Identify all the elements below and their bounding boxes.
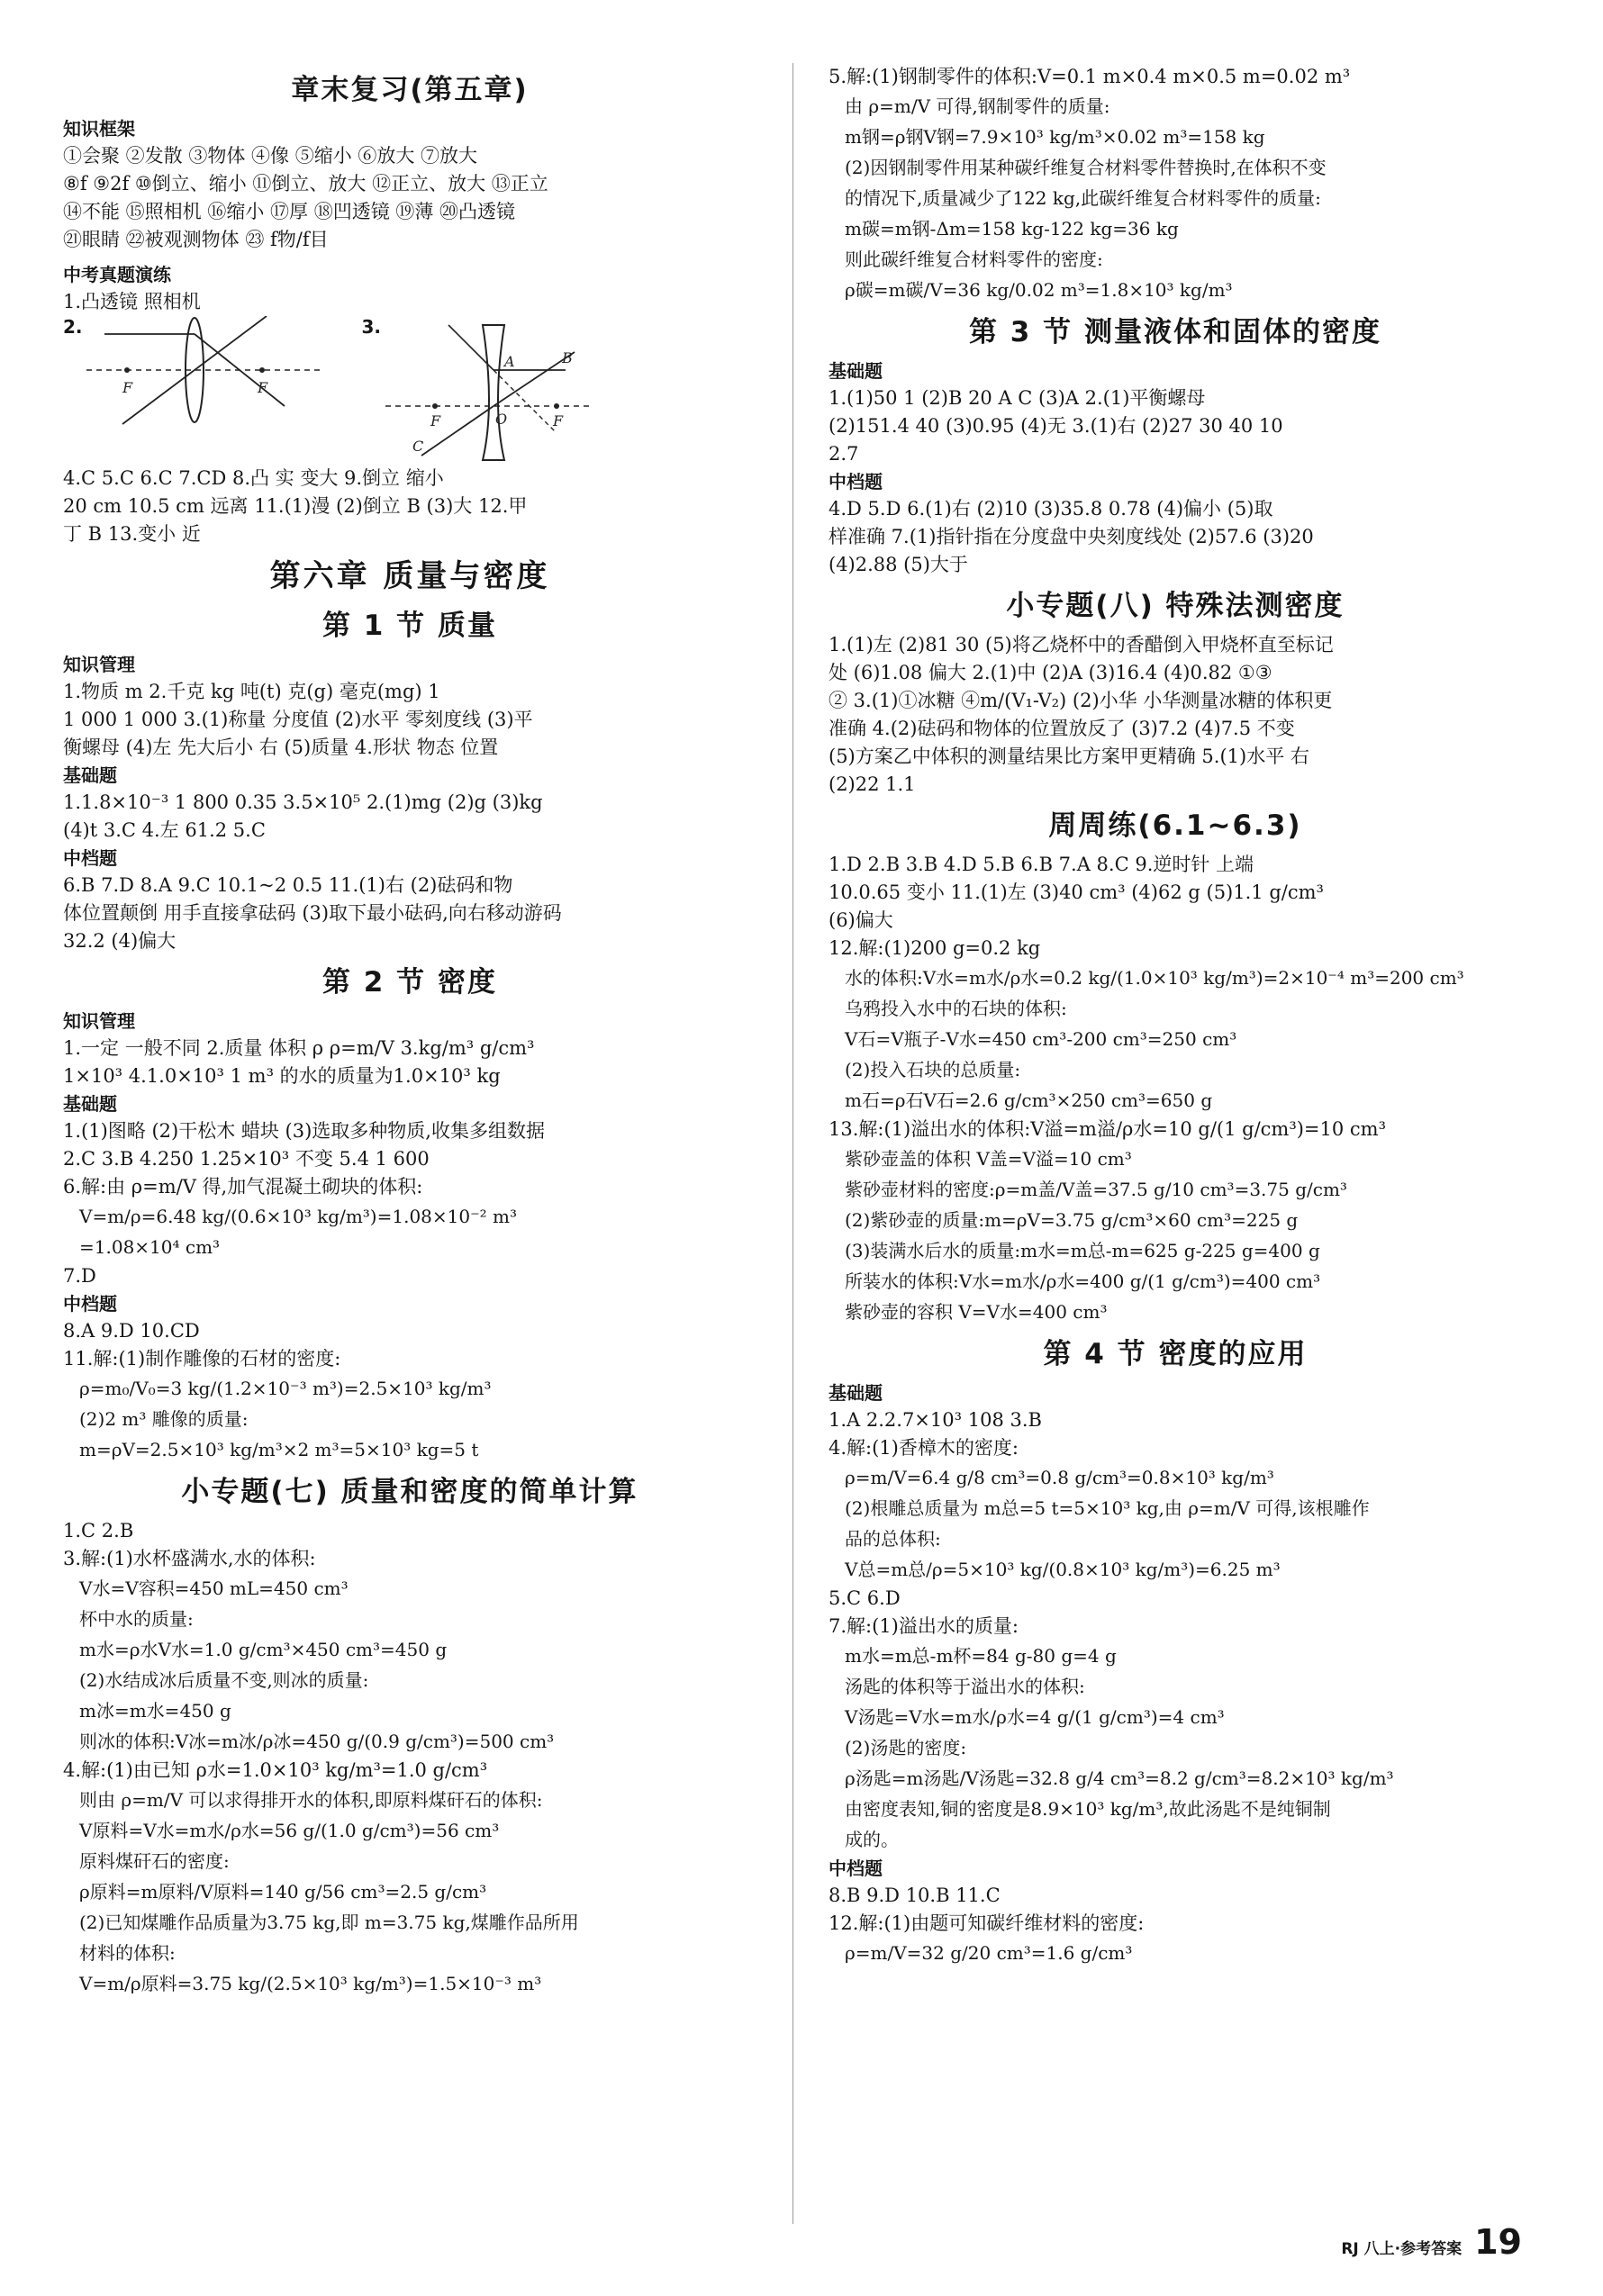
w-line: 1.D 2.B 3.B 4.D 5.B 6.B 7.A 8.C 9.逆时针 上端 [829,854,1254,875]
convex-lens-diagram [86,316,321,451]
s3-zd-line: (4)2.88 (5)大于 [829,554,968,575]
left-column [63,63,756,1999]
label-F-left-3: F [430,412,440,429]
w-formula: V石=V瓶子-V水=450 cm³-200 cm³=250 cm³ [845,1028,1237,1050]
t8-line: 1.(1)左 (2)81 30 (5)将乙烧杯中的香醋倒入甲烧杯直至标记 [829,634,1334,655]
chapter-title: 第六章 质量与密度 [269,558,550,594]
s1-zd-line: 6.B 7.D 8.A 9.C 10.1~2 0.5 11.(1)右 (2)砝码和物 [63,874,513,896]
t7-formula: 则冰的体积:V冰=m冰/ρ冰=450 g/(0.9 g/cm³)=500 cm³ [79,1731,555,1752]
t7-line: 4.解:(1)由已知 ρ水=1.0×10³ kg/m³=1.0 g/cm³ [63,1759,488,1781]
t7-formula: V=m/ρ原料=3.75 kg/(2.5×10³ kg/m³)=1.5×10⁻³ m³ [79,1973,542,1994]
section-3-title: 第 3 节 测量液体和固体的密度 [969,316,1381,348]
t8-line: ② 3.(1)①冰糖 ④m/(V₁-V₂) (2)小华 小华测量冰糖的体积更 [829,690,1333,711]
s1-zs-line: 1.物质 m 2.千克 kg 吨(t) 克(g) 毫克(mg) 1 [63,681,440,702]
s1-jc-line: (4)t 3.C 4.左 61.2 5.C [63,819,266,841]
s1-zs-line: 1 000 1 000 3.(1)称量 分度值 (2)水平 零刻度线 (3)平 [63,709,533,730]
s4-jc-formula: (2)根雕总质量为 m总=5 t=5×10³ kg,由 ρ=m/V 可得,该根雕作 [845,1497,1370,1519]
s1-jc-line: 1.1.8×10⁻³ 1 800 0.35 3.5×10⁵ 2.(1)mg (2)g (3)kg [63,791,543,813]
w-formula: 所装水的体积:V水=m水/ρ水=400 g/(1 g/cm³)=400 cm³ [845,1270,1321,1292]
s2-zd-line: 8.A 9.D 10.CD [63,1320,200,1342]
t7-formula: m冰=m水=450 g [79,1700,231,1722]
page-number: 19 [1474,2222,1522,2262]
zk-line: 1.凸透镜 照相机 [63,291,201,312]
s2-zs-heading: 知识管理 [63,1010,135,1032]
s4-jc-heading: 基础题 [829,1382,883,1404]
t7-formula: 则由 ρ=m/V 可以求得排开水的体积,即原料煤矸石的体积: [79,1789,543,1811]
s3-jc-line: 2.7 [829,443,859,465]
w-formula: m石=ρ石V石=2.6 g/cm³×250 cm³=650 g [845,1089,1213,1111]
figure-2-label: 2. [63,316,83,338]
t7-formula: 杯中水的质量: [79,1608,194,1630]
s1-zs-heading: 知识管理 [63,654,135,675]
t7-formula: ρ原料=m原料/V原料=140 g/56 cm³=2.5 g/cm³ [79,1881,487,1903]
s4-jc-formula: ρ汤匙=m汤匙/V汤匙=32.8 g/4 cm³=8.2 g/cm³=8.2×10³ kg/m³ [845,1767,1394,1789]
kf-line: ①会聚 ②发散 ③物体 ④像 ⑤缩小 ⑥放大 ⑦放大 [63,145,478,167]
label-F-right: F [258,379,268,396]
r-top-formula: m碳=m钢-Δm=158 kg-122 kg=36 kg [845,218,1179,240]
r-top-formula: 则此碳纤维复合材料零件的密度: [845,249,1103,270]
w-line: 10.0.65 变小 11.(1)左 (3)40 cm³ (4)62 g (5)1.1 g/cm³ [829,881,1324,903]
label-F-left: F [122,379,133,396]
concave-lens-diagram [385,316,593,465]
s1-zd-line: 32.2 (4)偏大 [63,930,177,952]
figure-2 [63,316,268,396]
label-C: C [412,438,423,455]
s4-jc-formula: (2)汤匙的密度: [845,1737,967,1758]
t8-line: 处 (6)1.08 偏大 2.(1)中 (2)A (3)16.4 (4)0.82 ①③ [829,662,1272,683]
s2-jc-formula: =1.08×10⁴ cm³ [79,1236,221,1258]
footer-label: RJ 八上·参考答案 [1341,2240,1463,2258]
s4-jc-line: 1.A 2.2.7×10³ 108 3.B [829,1409,1042,1431]
r-top-formula: m钢=ρ钢V钢=7.9×10³ kg/m³×0.02 m³=158 kg [845,126,1265,148]
label-B: B [561,349,573,366]
kf-line: ㉑眼睛 ㉒被观测物体 ㉓ f物/f目 [63,229,329,250]
figure-3 [361,316,573,455]
w-line: 12.解:(1)200 g=0.2 kg [829,937,1041,959]
t7-formula: (2)水结成冰后质量不变,则冰的质量: [79,1669,369,1691]
s2-zs-line: 1×10³ 4.1.0×10³ 1 m³ 的水的质量为1.0×10³ kg [63,1065,501,1087]
s3-jc-line: 1.(1)50 1 (2)B 20 A C (3)A 2.(1)平衡螺母 [829,387,1206,409]
s2-jc-line: 7.D [63,1265,96,1287]
topic-7-title: 小专题(七) 质量和密度的简单计算 [181,1476,638,1508]
kf-line: ⑭不能 ⑮照相机 ⑯缩小 ⑰厚 ⑱凹透镜 ⑲薄 ⑳凸透镜 [63,201,516,222]
r-top-line: 5.解:(1)钢制零件的体积:V=0.1 m×0.4 m×0.5 m=0.02 m³ [829,66,1351,87]
page-footer [1341,2222,1522,2262]
s1-jc-heading: 基础题 [63,764,117,786]
t7-line: 3.解:(1)水杯盛满水,水的体积: [63,1548,316,1569]
w-formula: (2)投入石块的总质量: [845,1059,1021,1080]
s4-zd-line: 12.解:(1)由题可知碳纤维材料的密度: [829,1912,1145,1934]
right-column [829,63,1522,1968]
section-2-title: 第 2 节 密度 [322,966,497,999]
kf-line: ⑧f ⑨2f ⑩倒立、缩小 ⑪倒立、放大 ⑫正立、放大 ⑬正立 [63,173,548,194]
review-title: 章末复习(第五章) [291,74,529,106]
s3-jc-line: (2)151.4 40 (3)0.95 (4)无 3.(1)右 (2)27 30 40 10 [829,415,1283,437]
s1-zd-line: 体位置颠倒 用手直接拿砝码 (3)取下最小砝码,向右移动游码 [63,902,562,924]
t8-line: (2)22 1.1 [829,773,916,795]
t7-formula: 原料煤矸石的密度: [79,1850,230,1872]
w-formula: 水的体积:V水=m水/ρ水=0.2 kg/(1.0×10³ kg/m³)=2×10⁻⁴ m³=200 cm³ [845,967,1464,989]
s3-zd-line: 样准确 7.(1)指针指在分度盘中央刻度线处 (2)57.6 (3)20 [829,526,1314,547]
s2-zd-formula: m=ρV=2.5×10³ kg/m³×2 m³=5×10³ kg=5 t [79,1439,479,1460]
w-line: 13.解:(1)溢出水的体积:V溢=m溢/ρ水=10 g/(1 g/cm³)=10 cm³ [829,1118,1387,1140]
column-divider [792,63,793,2224]
section-4-title: 第 4 节 密度的应用 [1043,1338,1308,1370]
label-O: O [494,411,507,428]
kf-heading: 知识框架 [63,118,135,140]
section-1-title: 第 1 节 质量 [322,610,497,642]
w-formula: 紫砂壶材料的密度:ρ=m盖/V盖=37.5 g/10 cm³=3.75 g/cm³ [845,1179,1347,1200]
label-A: A [503,353,515,370]
t7-formula: V原料=V水=m水/ρ水=56 g/(1.0 g/cm³)=56 cm³ [79,1820,500,1841]
r-top-formula: (2)因钢制零件用某种碳纤维复合材料零件替换时,在体积不变 [845,157,1327,178]
s1-zd-heading: 中档题 [63,847,117,869]
s2-jc-line: 2.C 3.B 4.250 1.25×10³ 不变 5.4 1 600 [63,1148,430,1170]
w-formula: 紫砂壶的容积 V=V水=400 cm³ [845,1301,1108,1323]
s2-zd-formula: ρ=m₀/V₀=3 kg/(1.2×10⁻³ m³)=2.5×10³ kg/m³ [79,1378,492,1399]
s4-jc-formula: m水=m总-m杯=84 g-80 g=4 g [845,1645,1117,1667]
zk-line: 20 cm 10.5 cm 远离 11.(1)漫 (2)倒立 B (3)大 12.甲 [63,495,528,517]
s2-jc-line: 6.解:由 ρ=m/V 得,加气混凝土砌块的体积: [63,1176,423,1198]
t7-formula: m水=ρ水V水=1.0 g/cm³×450 cm³=450 g [79,1639,448,1660]
s3-zd-heading: 中档题 [829,471,883,493]
w-formula: (2)紫砂壶的质量:m=ρV=3.75 g/cm³×60 cm³=225 g [845,1209,1299,1231]
zk-heading: 中考真题演练 [63,264,171,285]
figure-3-label: 3. [361,316,382,338]
zk-line: 4.C 5.C 6.C 7.CD 8.凸 实 变大 9.倒立 缩小 [63,467,444,489]
s2-jc-line: 1.(1)图略 (2)干松木 蜡块 (3)选取多种物质,收集多组数据 [63,1120,545,1142]
t8-line: 准确 4.(2)砝码和物体的位置放反了 (3)7.2 (4)7.5 不变 [829,718,1295,739]
s4-zd-line: 8.B 9.D 10.B 11.C [829,1885,1001,1906]
s4-jc-formula: 由密度表知,铜的密度是8.9×10³ kg/m³,故此汤匙不是纯铜制 [845,1798,1331,1820]
w-line: (6)偏大 [829,909,893,931]
w-formula: 乌鸦投入水中的石块的体积: [845,998,1067,1019]
t7-line: 1.C 2.B [63,1520,134,1541]
t7-formula: (2)已知煤雕作品质量为3.75 kg,即 m=3.75 kg,煤雕作品所用 [79,1912,579,1933]
s3-jc-heading: 基础题 [829,360,883,382]
s2-zd-heading: 中档题 [63,1293,117,1315]
t8-line: (5)方案乙中体积的测量结果比方案甲更精确 5.(1)水平 右 [829,746,1309,767]
t7-formula: V水=V容积=450 mL=450 cm³ [79,1577,349,1599]
r-top-formula: 的情况下,质量减少了122 kg,此碳纤维复合材料零件的质量: [845,187,1321,209]
label-F-right-3: F [552,412,563,429]
s1-zs-line: 衡螺母 (4)左 先大后小 右 (5)质量 4.形状 物态 位置 [63,737,499,758]
r-top-formula: 由 ρ=m/V 可得,钢制零件的质量: [845,95,1110,117]
t7-formula: 材料的体积: [79,1942,176,1964]
s2-zd-formula: (2)2 m³ 雕像的质量: [79,1408,249,1430]
s2-zs-line: 1.一定 一般不同 2.质量 体积 ρ ρ=m/V 3.kg/m³ g/cm³ [63,1037,535,1059]
s4-jc-line: 4.解:(1)香樟木的密度: [829,1437,1019,1459]
s4-jc-formula: ρ=m/V=6.4 g/8 cm³=0.8 g/cm³=0.8×10³ kg/m³ [845,1467,1274,1488]
s4-zd-formula: ρ=m/V=32 g/20 cm³=1.6 g/cm³ [845,1942,1133,1964]
s4-jc-line: 7.解:(1)溢出水的质量: [829,1615,1019,1637]
weekly-title: 周周练(6.1~6.3) [1048,809,1302,842]
s2-zd-line: 11.解:(1)制作雕像的石材的密度: [63,1348,341,1369]
s4-jc-formula: 品的总体积: [845,1528,941,1550]
w-formula: (3)装满水后水的质量:m水=m总-m=625 g-225 g=400 g [845,1240,1320,1261]
s3-zd-line: 4.D 5.D 6.(1)右 (2)10 (3)35.8 0.78 (4)偏小 (5)取 [829,498,1273,520]
s4-jc-formula: 成的。 [845,1829,899,1850]
figure-row [63,316,756,465]
zk-line: 丁 B 13.变小 近 [63,523,201,545]
s2-jc-heading: 基础题 [63,1093,117,1115]
w-formula: 紫砂壶盖的体积 V盖=V溢=10 cm³ [845,1148,1132,1170]
r-top-formula: ρ碳=m碳/V=36 kg/0.02 m³=1.8×10³ kg/m³ [845,279,1233,301]
s4-jc-formula: V汤匙=V水=m水/ρ水=4 g/(1 g/cm³)=4 cm³ [845,1706,1225,1728]
s4-jc-formula: 汤匙的体积等于溢出水的体积: [845,1676,1085,1697]
s2-jc-formula: V=m/ρ=6.48 kg/(0.6×10³ kg/m³)=1.08×10⁻² m³ [79,1206,518,1227]
s4-zd-heading: 中档题 [829,1858,883,1879]
s4-jc-line: 5.C 6.D [829,1587,901,1609]
s4-jc-formula: V总=m总/ρ=5×10³ kg/(0.8×10³ kg/m³)=6.25 m³ [845,1559,1281,1580]
topic-8-title: 小专题(八) 特殊法测密度 [1006,590,1345,622]
